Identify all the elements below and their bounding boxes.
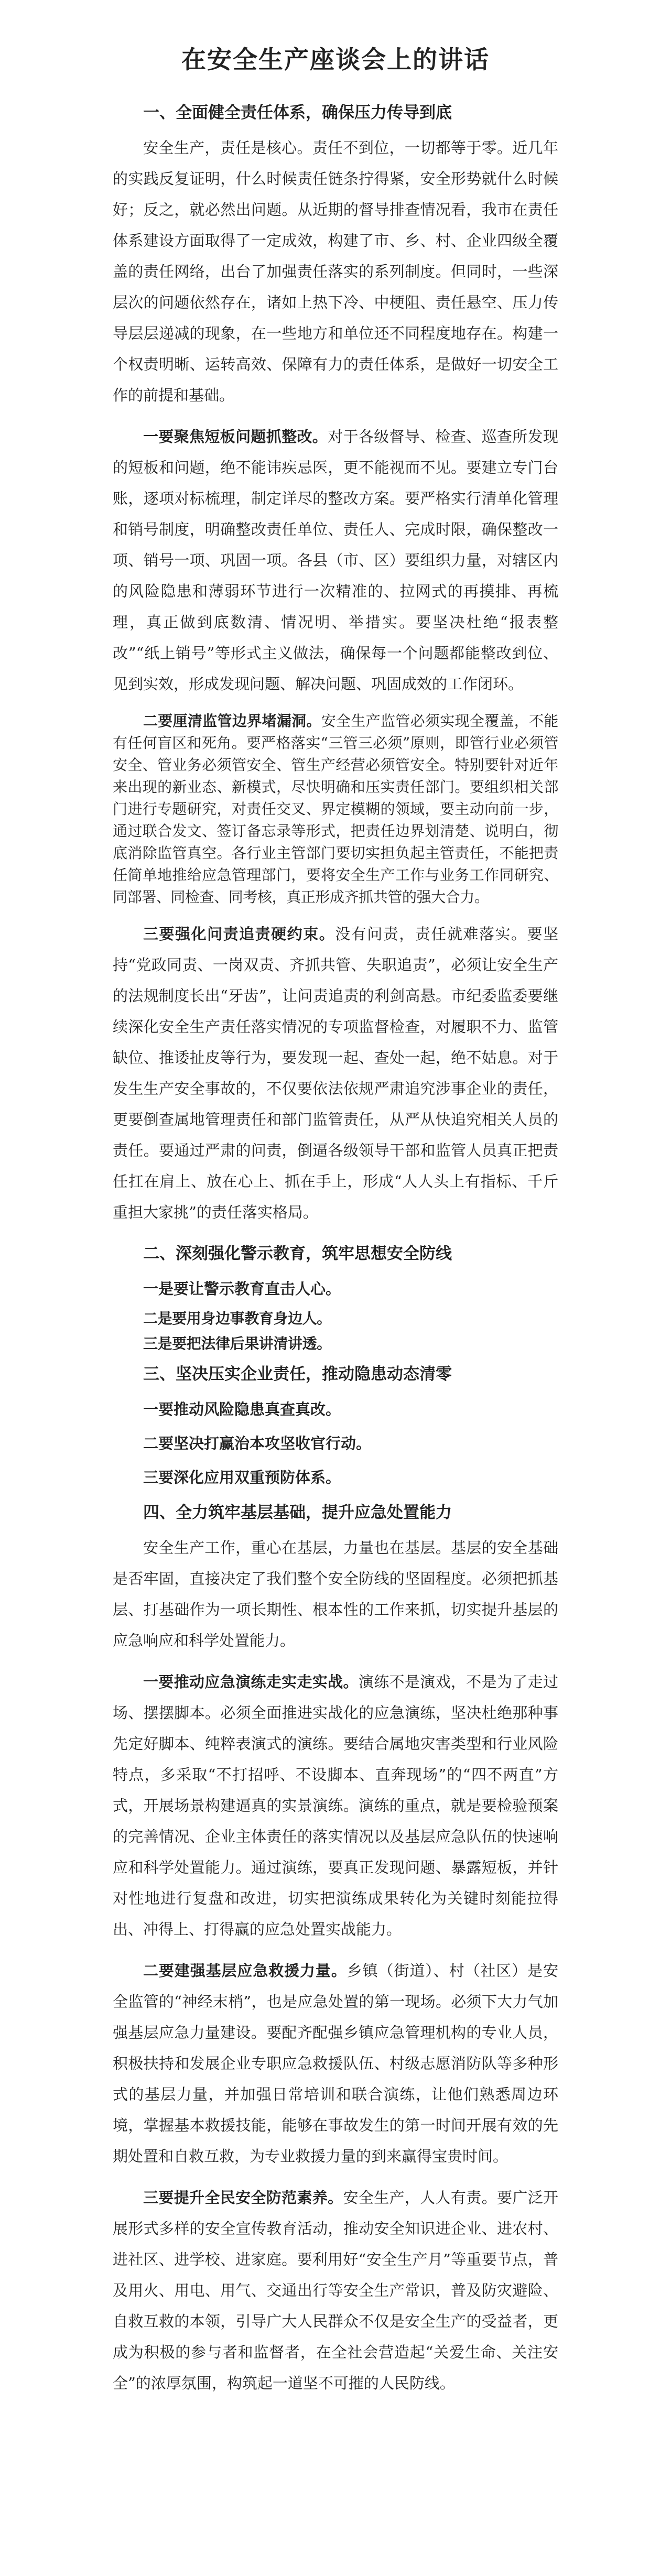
point-lead: 一是要让警示教育直击人心。 — [143, 1280, 341, 1298]
point-paragraph — [113, 1333, 558, 1355]
point-text: 演练不是演戏，不是为了走过场、摆摆脚本。必须全面推进实战化的应急演练，坚决杜绝那种事先定好脚本、纯粹表演式的演练。要结合属地灾害类型和行业风险特点，多采取“不打招呼、不设脚本、直奔现场”的“四不两直”方式，开展场景构建逼真的实景演练。演练的重点，就是要检验预案的完善情况、企业主体责任的落实情况以及基层应急队伍的快速响应和科学处置能力。通过演练，要真正发现问题、暴露短板，并针对性地进行复盘和改进，切实把演练成果转化为关键时刻能拉得出、冲得上、打得赢的应急处置实战能力。 — [113, 1673, 558, 1938]
section-heading: 三、坚决压实企业责任，推动隐患动态清零 — [143, 1365, 452, 1384]
point-paragraph — [113, 919, 558, 1228]
point-lead: 二是要用身边事教育身边人。 — [143, 1310, 331, 1327]
point-lead: 一要聚焦短板问题抓整改。 — [143, 428, 328, 445]
point-paragraph — [113, 1394, 558, 1425]
point-lead: 一要推动风险隐患真查真改。 — [143, 1400, 341, 1418]
document-title: 在安全生产座谈会上的讲话 — [181, 46, 490, 74]
section-heading: 四、全力筑牢基层基础，提升应急处置能力 — [143, 1503, 452, 1522]
point-lead: 三要深化应用双重预防体系。 — [143, 1469, 341, 1486]
point-paragraph — [113, 1955, 558, 2172]
point-text: 对于各级督导、检查、巡查所发现的短板和问题，绝不能讳疾忌医，更不能视而不见。要建立专门台账，逐项对标梳理，制定详尽的整改方案。要严格实行清单化管理和销号制度，明确整改责任单位、责任人、完成时限，确保整改一项、销号一项、巩固一项。各县（市、区）要组织力量，对辖区内的风险隐患和薄弱环节进行一次精准的、拉网式的再摸排、再梳理，真正做到底数清、情况明、举措实。要坚决杜绝“报表整改”“纸上销号”等形式主义做法，确保每一个问题都能整改到位、见到实效，形成发现问题、解决问题、巩固成效的工作闭环。 — [113, 428, 558, 693]
point-lead: 一要推动应急演练走实走实战。 — [143, 1673, 359, 1691]
point-lead: 二要建强基层应急救援力量。 — [143, 1962, 347, 1980]
section-heading: 二、深刻强化警示教育，筑牢思想安全防线 — [143, 1244, 452, 1263]
point-text: 安全生产，人人有责。要广泛开展形式多样的安全宣传教育活动，推动安全知识进企业、进农村、进社区、进学校、进家庭。要利用好“安全生产月”等重要节点，普及用火、用电、用气、交通出行等安全生产常识，普及防灾避险、自救互救的本领，引导广大人民群众不仅是安全生产的受益者，更成为积极的参与者和监督者，在全社会营造起“关爱生命、关注安全”的浓厚氛围，构筑起一道坚不可摧的人民防线。 — [113, 2189, 558, 2392]
section-intro: 安全生产，责任是核心。责任不到位，一切都等于零。近几年的实践反复证明，什么时候责任链条拧得紧，安全形势就什么时候好；反之，就必然出问题。从近期的督导排查情况看，我市在责任体系建设方面取得了一定成效，构建了市、乡、村、企业四级全覆盖的责任网络，出台了加强责任落实的系列制度。但同时，一些深层次的问题依然存在，诸如上热下冷、中梗阻、责任悬空、压力传导层层递减的现象，在一些地方和单位还不同程度地存在。构建一个权责明晰、运转高效、保障有力的责任体系，是做好一切安全工作的前提和基础。 — [113, 139, 558, 404]
point-paragraph — [113, 1428, 558, 1459]
section-intro: 安全生产工作，重心在基层，力量也在基层。基层的安全基础是否牢固，直接决定了我们整个安全防线的坚固程度。必须把抓基层、打基础作为一项长期性、根本性的工作来抓，切实提升基层的应急响应和科学处置能力。 — [113, 1539, 558, 1649]
point-text: 乡镇（街道）、村（社区）是安全监管的“神经末梢”，也是应急处置的第一现场。必须下大力气加强基层应急力量建设。要配齐配强乡镇应急管理机构的专业人员，积极扶持和发展企业专职应急救援队伍、村级志愿消防队等多种形式的基层力量，并加强日常培训和联合演练，让他们熟悉周边环境，掌握基本救援技能，能够在事故发生的第一时间开展有效的先期处置和自救互救，为专业救援力量的到来赢得宝贵时间。 — [113, 1962, 558, 2165]
point-lead: 二要坚决打赢治本攻坚收官行动。 — [143, 1434, 372, 1452]
point-paragraph — [113, 1274, 558, 1305]
point-paragraph — [113, 1462, 558, 1493]
point-paragraph — [113, 1667, 558, 1945]
point-paragraph — [113, 1308, 558, 1330]
point-lead: 三要强化问责追责硬约束。 — [143, 925, 336, 943]
point-lead: 三是要把法律后果讲清讲透。 — [143, 1335, 331, 1352]
point-text: 没有问责，责任就难落实。要坚持“党政同责、一岗双责、齐抓共管、失职追责”，必须让安全生产的法规制度长出“牙齿”，让问责追责的利剑高悬。市纪委监委要继续深化安全生产责任落实情况的专项监督检查，对履职不力、监管缺位、推诿扯皮等行为，要发现一起、查处一起，绝不姑息。对于发生生产安全事故的，不仅要依法依规严肃追究涉事企业的责任，更要倒查属地管理责任和部门监管责任，从严从快追究相关人员的责任。要通过严肃的问责，倒逼各级领导干部和监管人员真正把责任扛在肩上、放在心上、抓在手上，形成“人人头上有指标、千斤重担大家挑”的责任落实格局。 — [113, 925, 558, 1221]
point-paragraph — [113, 421, 558, 700]
point-lead: 二要厘清监管边界堵漏洞。 — [143, 712, 321, 730]
point-lead: 三要提升全民安全防范素养。 — [143, 2189, 343, 2207]
point-paragraph — [113, 2182, 558, 2399]
point-text: 安全生产监管必须实现全覆盖，不能有任何盲区和死角。要严格落实“三管三必须”原则，即管行业必须管安全、管业务必须管安全、管生产经营必须管安全。特别要针对近年来出现的新业态、新模式，尽快明确和压实责任部门。要组织相关部门进行专题研究，对责任交叉、界定模糊的领域，要主动向前一步，通过联合发文、签订备忘录等形式，把责任边界划清楚、说明白，彻底消除监管真空。各行业主管部门要切实担负起主管责任，不能把责任简单地推给应急管理部门，要将安全生产工作与业务工作同研究、同部署、同检查、同考核，真正形成齐抓共管的强大合力。 — [113, 712, 558, 906]
point-paragraph — [113, 710, 558, 908]
section-heading: 一、全面健全责任体系，确保压力传导到底 — [143, 103, 452, 122]
